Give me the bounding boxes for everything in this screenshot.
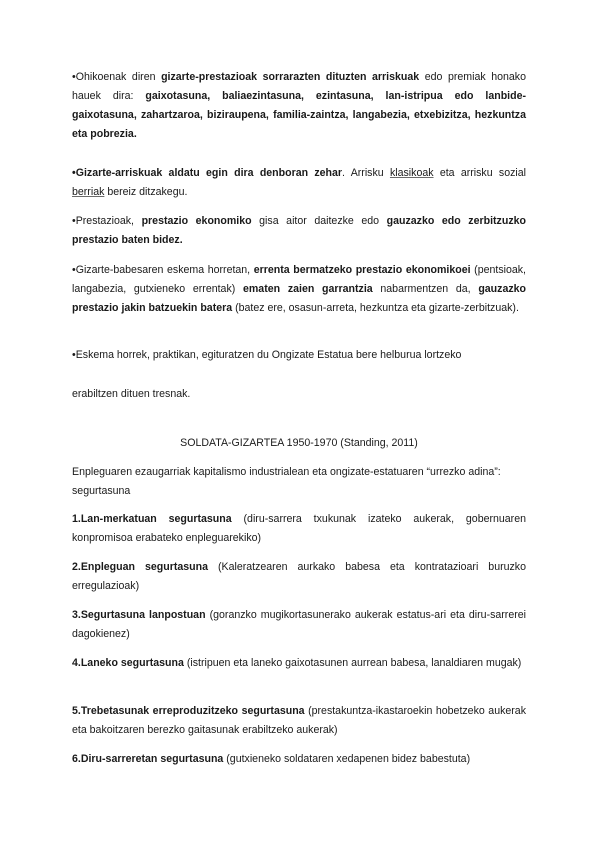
paragraph-risks bbox=[72, 68, 526, 144]
section-intro: Enpleguaren ezaugarriak kapitalismo industrialean eta ongizate-estatuaren “urrezko adina”: segurtasuna bbox=[72, 466, 501, 497]
bold-run: •Gizarte-arriskuak aldatu egin dira denboran zehar bbox=[72, 167, 343, 179]
item-text: (gutxieneko soldataren xedapenen bidez babestuta) bbox=[223, 753, 471, 765]
bold-run: gauzazko prestazio jakin batzuekin batera bbox=[72, 283, 526, 314]
list-item bbox=[72, 702, 526, 740]
paragraph-welfare-state bbox=[72, 346, 526, 365]
bold-run: gaixotasuna, baliaezintasuna, ezintasuna, lan-istripua edo lanbide-gaixotasuna, zahartzaroa, biziraupena, familia-zaintza, langabezia, etxebizitza, hezkuntza eta pobrezia. bbox=[72, 90, 526, 140]
paragraph-benefits bbox=[72, 212, 526, 250]
item-text: (Kaleratzearen aurkako babesa eta kontratazioari buruzko erregulazioak) bbox=[72, 561, 526, 592]
text-run: erabiltzen dituen tresnak. bbox=[72, 388, 191, 400]
item-label: 2.Enpleguan segurtasuna bbox=[72, 561, 208, 573]
list-item bbox=[72, 606, 526, 644]
text-run: •Gizarte-babesaren eskema horretan, bbox=[72, 264, 254, 276]
item-label: 4.Laneko segurtasuna bbox=[72, 657, 184, 669]
item-text: (istripuen eta laneko gaixotasunen aurrean babesa, lanaldiaren mugak) bbox=[183, 657, 522, 669]
item-text: (goranzko mugikortasunerako aukerak estatus-ari eta diru-sarrerei dagokienez) bbox=[72, 609, 526, 640]
paragraph-protection-scheme bbox=[72, 261, 526, 318]
bold-run: gizarte-prestazioak sorrarazten dituzten arriskuak bbox=[161, 71, 420, 83]
list-item bbox=[72, 654, 526, 673]
item-label: 3.Segurtasuna lanpostuan bbox=[72, 609, 206, 621]
list-item bbox=[72, 750, 526, 769]
item-text: (prestakuntza-ikastaroekin hobetzeko aukerak eta bakoitzaren berezko gaitasunak erabiltzeko aukerak) bbox=[72, 705, 526, 736]
text-run: •Ohikoenak diren bbox=[72, 71, 162, 83]
item-label: 1.Lan-merkatuan segurtasuna bbox=[72, 513, 232, 525]
list-item bbox=[72, 558, 526, 596]
text-run: bereiz ditzakegu. bbox=[104, 186, 188, 198]
list-item bbox=[72, 510, 526, 548]
text-run: •Eskema horrek, praktikan, egituratzen du Ongizate Estatua bere helburua lortzeko bbox=[72, 349, 462, 361]
bold-run: errenta bermatzeko prestazio ekonomikoei bbox=[253, 264, 471, 276]
text-run: edo premiak honako hauek dira: bbox=[72, 71, 526, 102]
text-run: (pentsioak, langabezia, gutxieneko errentak) bbox=[72, 264, 526, 295]
text-run: eta arrisku sozial bbox=[433, 167, 526, 179]
bold-run: prestazio ekonomiko bbox=[141, 215, 252, 227]
paragraph-welfare-state-end bbox=[72, 385, 526, 404]
bold-run: ematen zaien garrantzia bbox=[243, 283, 373, 295]
item-label: 6.Diru-sarreretan segurtasuna bbox=[72, 753, 224, 765]
underlined-term: klasikoak bbox=[389, 167, 434, 179]
text-run: gisa aitor daitezke edo bbox=[251, 215, 387, 227]
text-run: . Arrisku bbox=[342, 167, 390, 179]
item-text: (diru-sarrera txukunak izateko aukerak, gobernuaren konpromisoa erabateko enpleguarekiko) bbox=[72, 513, 526, 544]
section-title: SOLDATA-GIZARTEA 1950-1970 (Standing, 2011) bbox=[180, 437, 418, 449]
paragraph-risk-changes bbox=[72, 164, 526, 202]
underlined-term: berriak bbox=[72, 186, 105, 198]
bold-run: gauzazko edo zerbitzuzko prestazio baten bidez. bbox=[72, 215, 526, 246]
text-run: (batez ere, osasun-arreta, hezkuntza eta gizarte-zerbitzuak). bbox=[232, 302, 519, 314]
text-run: nabarmentzen da, bbox=[372, 283, 479, 295]
item-label: 5.Trebetasunak erreproduzitzeko segurtasuna bbox=[72, 705, 305, 717]
text-run: •Prestazioak, bbox=[72, 215, 142, 227]
